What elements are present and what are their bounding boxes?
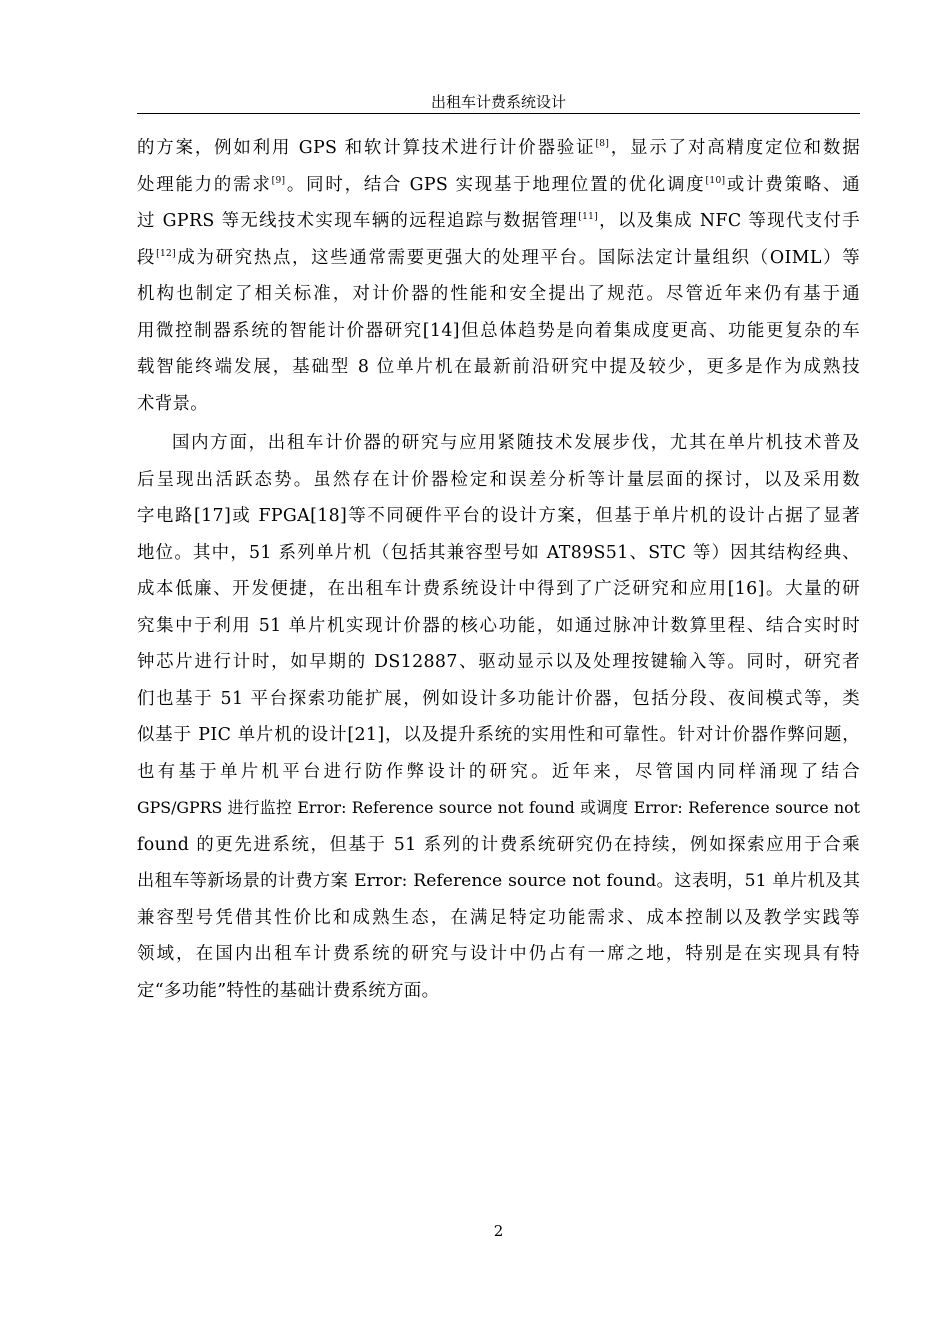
citation-superscript: [10] (705, 175, 726, 186)
text-run: found 的更先进系统，但基于 51 系列的计费系统研究仍在持续，例如探索应用于合乘 (137, 834, 860, 855)
text-line (137, 608, 860, 645)
text-run: 过 GPRS 等无线技术实现车辆的远程追踪与数据管理 (137, 211, 579, 231)
text-run: 出租车等新场景的计费方案 Error: Reference source not found。这表明，51 单片机及其 (137, 871, 860, 891)
text-line (137, 973, 860, 1010)
citation-superscript: [12] (156, 248, 176, 259)
text-line (137, 276, 860, 313)
text-run: 后呈现出活跃态势。虽然存在计价器检定和误差分析等计量层面的探讨，以及采用数 (137, 469, 860, 490)
body-text (137, 130, 860, 1009)
paragraph (137, 425, 860, 1009)
text-run: 机构也制定了相关标准，对计价器的性能和安全提出了规范。尽管近年来仍有基于通 (137, 284, 860, 304)
text-line (137, 900, 860, 937)
header-rule (137, 113, 860, 114)
text-run: 地位。其中，51 系列单片机（包括其兼容型号如 AT89S51、STC 等）因其结构经典、 (137, 542, 860, 563)
text-run: 。同时，结合 GPS 实现基于地理位置的优化调度 (285, 174, 706, 195)
citation-superscript: [11] (578, 212, 599, 222)
text-run: 载智能终端发展，基础型 8 位单片机在最新前沿研究中提及较少，更多是作为成熟技 (137, 357, 860, 377)
text-line (137, 167, 860, 204)
text-line (137, 425, 860, 462)
text-run: 似基于 PIC 单片机的设计[21]，以及提升系统的实用性和可靠性。针对计价器作弊问题， (137, 725, 860, 745)
text-run: 兼容型号凭借其性价比和成熟生态，在满足特定功能需求、成本控制以及教学实践等 (137, 907, 860, 928)
text-line (137, 717, 860, 754)
paragraph (137, 130, 860, 422)
text-line (137, 571, 860, 608)
text-run: 术背景。 (137, 393, 208, 414)
page-number: 2 (493, 1222, 504, 1240)
text-run: 段 (137, 247, 157, 268)
running-header: 出租车计费系统设计 (430, 93, 566, 111)
text-line (137, 130, 860, 167)
text-run: ，显示了对高精度定位和数据 (609, 138, 860, 158)
citation-superscript: [9] (271, 175, 286, 186)
text-line (137, 535, 860, 572)
text-line (137, 498, 860, 535)
text-run: 成为研究热点，这些通常需要更强大的处理平台。国际法定计量组织（OIML）等 (176, 247, 861, 268)
text-run: 究集中于利用 51 单片机实现计价器的核心功能，如通过脉冲计数算里程、结合实时时 (137, 615, 860, 636)
text-run: 字电路[17]或 FPGA[18]等不同硬件平台的设计方案，但基于单片机的设计占据了显著 (137, 506, 860, 526)
text-run: 定“多功能”特性的基础计费系统方面。 (137, 980, 440, 1001)
text-line (137, 644, 860, 681)
text-run: 也有基于单片机平台进行防作弊设计的研究。近年来，尽管国内同样涌现了结合 (137, 761, 860, 782)
text-run: 成本低廉、开发便捷，在出租车计费系统设计中得到了广泛研究和应用[16]。大量的研 (137, 579, 860, 599)
text-run: GPS/GPRS 进行监控 Error: Reference source not found 或调度 Error: Reference source not (137, 798, 860, 817)
text-line (137, 349, 860, 386)
text-run: 钟芯片进行计时，如早期的 DS12887、驱动显示以及处理按键输入等。同时，研究者 (137, 652, 860, 672)
citation-superscript: [8] (595, 139, 610, 149)
text-line (137, 462, 860, 499)
text-run: 的方案，例如利用 GPS 和软计算技术进行计价器验证 (137, 138, 596, 158)
text-run: 用微控制器系统的智能计价器研究[14]但总体趋势是向着集成度更高、功能更复杂的车 (137, 320, 860, 341)
text-line (137, 827, 860, 864)
text-line (137, 754, 860, 791)
text-line (137, 790, 860, 827)
text-run: 们也基于 51 平台探索功能扩展，例如设计多功能计价器，包括分段、夜间模式等，类 (137, 688, 860, 709)
text-line (137, 386, 860, 423)
text-line (137, 936, 860, 973)
text-run: 或计费策略、通 (725, 174, 861, 195)
text-line (137, 240, 860, 277)
text-run: 国内方面，出租车计价器的研究与应用紧随技术发展步伐，尤其在单片机技术普及 (172, 433, 860, 453)
text-line (137, 681, 860, 718)
text-run: 处理能力的需求 (137, 174, 272, 195)
text-run: ，以及集成 NFC 等现代支付手 (598, 211, 860, 231)
text-line (137, 313, 860, 350)
text-line (137, 203, 860, 240)
text-line (137, 863, 860, 900)
text-run: 领域，在国内出租车计费系统的研究与设计中仍占有一席之地，特别是在实现具有特 (137, 944, 860, 964)
